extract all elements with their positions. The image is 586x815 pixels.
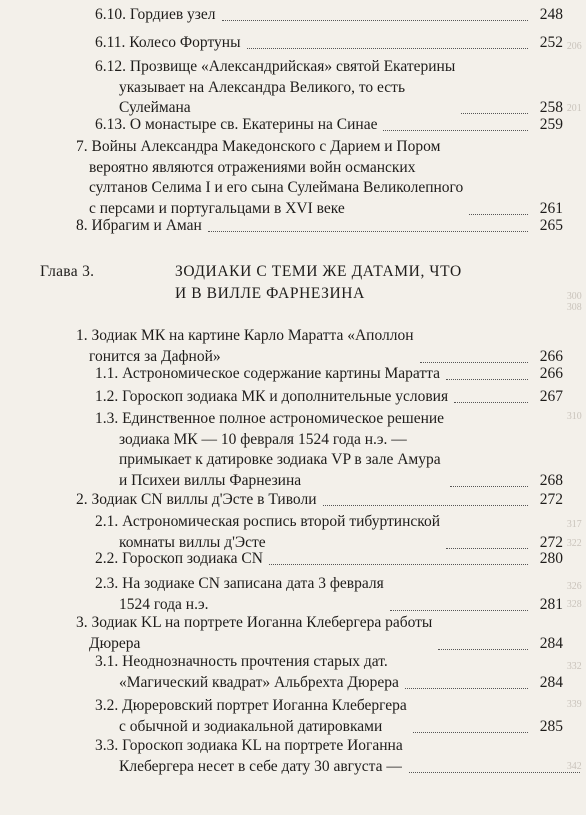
toc-entry bbox=[95, 696, 407, 737]
toc-entry bbox=[76, 137, 463, 219]
toc-entry-line: 2.2. Гороскоп зодиака CN bbox=[95, 550, 263, 567]
toc-entry-line: 1. Зодиак МК на картине Карло Маратта «Аполлон bbox=[76, 327, 414, 344]
toc-entry-line: «Магический квадрат» Альбрехта Дюрера bbox=[119, 673, 399, 691]
bleed-through-number: 308 bbox=[566, 301, 582, 313]
toc-entry-line: 2.3. На зодиаке CN записана дата 3 февраля bbox=[95, 575, 384, 592]
toc-entry-line: 8. Ибрагим и Аман bbox=[76, 217, 202, 234]
bleed-through-number: 201 bbox=[566, 102, 582, 114]
toc-leader-dots bbox=[469, 214, 528, 215]
toc-page-number: 267 bbox=[539, 388, 563, 405]
toc-page-number: 280 bbox=[539, 550, 563, 567]
toc-entry-line: 1.3. Единственное полное астрономическое решение bbox=[95, 410, 445, 427]
toc-leader-dots bbox=[208, 231, 528, 232]
toc-entry bbox=[95, 33, 241, 54]
bleed-through-number: 310 bbox=[566, 410, 582, 422]
toc-leader-dots bbox=[446, 548, 528, 549]
bleed-through-number: 322 bbox=[566, 537, 582, 549]
toc-page-number: 266 bbox=[539, 365, 563, 382]
toc-page-number: 284 bbox=[539, 673, 563, 691]
toc-entry-line: гонится за Дафной» bbox=[89, 347, 221, 365]
toc-entry-line: 7. Войны Александра Македонского с Дарием и Пором bbox=[76, 138, 441, 155]
toc-leader-dots bbox=[450, 486, 528, 487]
bleed-through-number: 328 bbox=[566, 598, 582, 610]
toc-entry-line: султанов Селима I и его сына Сулеймана Великолепного bbox=[89, 179, 464, 196]
toc-entry-line: 3. Зодиак KL на портрете Иоганна Клебергера работы bbox=[76, 614, 433, 631]
toc-entry-line: Сулеймана bbox=[119, 99, 191, 116]
toc-entry bbox=[95, 652, 399, 693]
toc-page-number: 272 bbox=[539, 491, 563, 508]
toc-leader-dots bbox=[446, 379, 528, 380]
toc-leader-dots bbox=[420, 362, 528, 363]
toc-page-number: 281 bbox=[539, 595, 563, 613]
toc-entry bbox=[76, 326, 414, 367]
toc-entry bbox=[95, 5, 216, 26]
toc-entry-line: 6.11. Колесо Фортуны bbox=[95, 34, 241, 51]
toc-entry-line: зодиака МК — 10 февраля 1524 года н.э. — bbox=[119, 430, 407, 448]
toc-leader-dots bbox=[413, 732, 528, 733]
toc-page-number: 261 bbox=[539, 199, 563, 217]
bleed-through-number: 300 bbox=[566, 290, 582, 302]
toc-entry-line: 1.2. Гороскоп зодиака МК и дополнительные условия bbox=[95, 388, 449, 405]
toc-entry-line: с обычной и зодиакальной датировками bbox=[119, 717, 383, 735]
toc-entry bbox=[76, 490, 317, 511]
toc-entry bbox=[95, 549, 263, 570]
toc-entry-line: вероятно являются отражениями войн османских bbox=[89, 158, 416, 176]
toc-leader-dots bbox=[390, 610, 528, 611]
toc-entry-line: с персами и португальцами в XVI веке bbox=[89, 199, 345, 217]
toc-leader-dots bbox=[454, 402, 528, 403]
toc-entry-line: примыкает к датировке зодиака VP в зале Амура bbox=[119, 451, 441, 468]
toc-entry bbox=[76, 613, 432, 654]
toc-leader-dots bbox=[222, 20, 528, 21]
toc-entry bbox=[95, 409, 444, 491]
toc-leader-dots bbox=[409, 772, 580, 773]
toc-leader-dots bbox=[323, 505, 529, 506]
toc-page-number: 284 bbox=[539, 634, 563, 652]
bleed-through-number: 317 bbox=[566, 518, 582, 530]
toc-leader-dots bbox=[461, 113, 528, 114]
bleed-through-number: 332 bbox=[566, 660, 582, 672]
toc-entry bbox=[95, 574, 384, 615]
toc-page-number: 268 bbox=[539, 471, 563, 489]
toc-entry-line: 2.1. Астрономическая роспись второй тибуртинской bbox=[95, 513, 441, 530]
toc-entry-line: 6.12. Прозвище «Александрийская» святой Екатерины bbox=[95, 58, 456, 75]
toc-leader-dots bbox=[405, 688, 528, 689]
toc-entry bbox=[76, 216, 202, 237]
toc-entry bbox=[95, 736, 403, 777]
toc-entry-line: комнаты виллы д'Эсте bbox=[119, 533, 266, 551]
bleed-through-number: 326 bbox=[566, 580, 582, 592]
toc-entry-line: Дюрера bbox=[89, 634, 141, 652]
toc-entry-line: 6.13. О монастыре св. Екатерины на Синае bbox=[95, 116, 378, 133]
bleed-through-number: 206 bbox=[566, 40, 582, 52]
toc-entry-line: 6.10. Гордиев узел bbox=[95, 6, 216, 23]
toc-leader-dots bbox=[383, 130, 528, 131]
toc-entry-line: указывает на Александра Великого, то есть bbox=[119, 78, 406, 96]
toc-entry-line: 3.2. Дюреровский портрет Иоганна Клебергера bbox=[95, 697, 407, 714]
chapter-label: Глава 3. bbox=[40, 263, 95, 280]
toc-page-number: 285 bbox=[539, 717, 563, 735]
toc-entry bbox=[95, 512, 440, 553]
toc-leader-dots bbox=[247, 48, 529, 49]
toc-leader-dots bbox=[438, 649, 528, 650]
toc-entry-line: 3.3. Гороскоп зодиака KL на портрете Иоганна bbox=[95, 737, 403, 754]
toc-entry-line: 3.1. Неоднозначность прочтения старых дат. bbox=[95, 653, 388, 670]
toc-page-number: 259 bbox=[539, 116, 563, 133]
toc-entry bbox=[95, 57, 455, 119]
toc-entry-line: 1.1. Астрономическое содержание картины Маратта bbox=[95, 365, 441, 382]
toc-page-number: 252 bbox=[539, 34, 563, 51]
toc-page-number: 258 bbox=[539, 99, 563, 116]
toc-entry-line: и Психеи виллы Фарнезина bbox=[119, 471, 302, 489]
toc-page-number: 266 bbox=[539, 347, 563, 365]
chapter-title-line-2: И В ВИЛЛЕ ФАРНЕЗИНА bbox=[175, 285, 365, 302]
toc-page-number: 272 bbox=[539, 533, 563, 551]
toc-entry bbox=[95, 364, 440, 385]
toc-entry-line: Клебергера несет в себе дату 30 августа — bbox=[119, 757, 402, 775]
bleed-through-number: 339 bbox=[566, 698, 582, 710]
toc-entry bbox=[95, 115, 377, 136]
toc-entry bbox=[95, 387, 448, 408]
chapter-title-line-1: ЗОДИАКИ С ТЕМИ ЖЕ ДАТАМИ, ЧТО bbox=[175, 263, 462, 280]
toc-entry-line: 1524 года н.э. bbox=[119, 595, 209, 613]
toc-leader-dots bbox=[269, 564, 528, 565]
toc-page-number: 248 bbox=[539, 6, 563, 23]
toc-page-number: 265 bbox=[539, 217, 563, 234]
toc-entry-line: 2. Зодиак CN виллы д'Эсте в Тиволи bbox=[76, 491, 317, 508]
bleed-through-number: 342 bbox=[566, 760, 582, 772]
